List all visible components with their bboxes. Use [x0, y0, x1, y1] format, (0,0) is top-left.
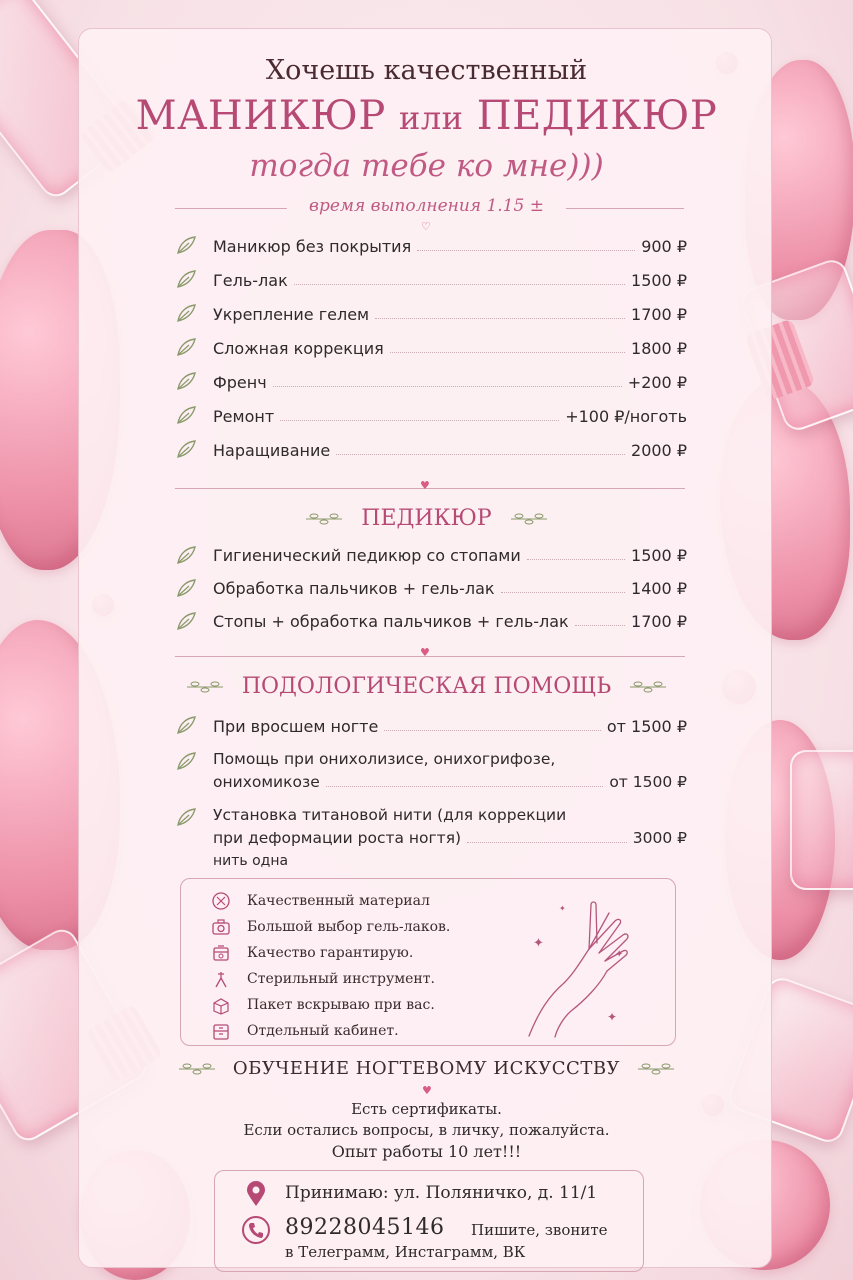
sprig-icon — [304, 512, 344, 526]
dot-leader — [273, 386, 622, 387]
benefit-text: Стерильный инструмент. — [247, 971, 435, 987]
price-row — [175, 748, 687, 794]
service-name: Френч — [213, 373, 267, 392]
learning-title: ОБУЧЕНИЕ НОГТЕВОМУ ИСКУССТВУ — [0, 1058, 853, 1079]
contact-box — [214, 1170, 644, 1272]
benefit-item — [211, 1021, 399, 1041]
benefits-box — [180, 878, 676, 1046]
service-price: 900 ₽ — [641, 237, 687, 256]
dot-leader — [280, 420, 559, 421]
learning-certificates: Есть сертификаты. — [351, 1100, 502, 1118]
leaf-icon — [175, 578, 197, 598]
leaf-icon — [175, 405, 197, 425]
benefit-text: Качественный материал — [247, 893, 430, 909]
service-price: 1800 ₽ — [631, 339, 687, 358]
dot-leader — [467, 842, 627, 843]
manicure-price-list — [175, 228, 687, 466]
price-row — [175, 538, 687, 571]
price-row — [175, 330, 687, 364]
price-row — [175, 262, 687, 296]
learning-questions: Если остались вопросы, в личку, пожалуйста. — [243, 1121, 610, 1139]
price-row — [175, 804, 687, 873]
price-row — [175, 364, 687, 398]
service-name: Ремонт — [213, 407, 275, 426]
heart-icon: ♥ — [420, 646, 430, 659]
dot-leader — [336, 454, 625, 455]
dot-leader — [384, 730, 601, 731]
leaf-icon — [175, 371, 197, 391]
benefit-text: Отдельный кабинет. — [247, 1023, 399, 1039]
headline-services: МАНИКЮР или ПЕДИКЮР — [135, 93, 718, 139]
sprig-icon — [185, 680, 225, 694]
package-icon — [211, 995, 231, 1015]
service-name: Помощь при онихолизисе, онихогрифозе, — [213, 750, 556, 768]
dot-leader — [501, 592, 625, 593]
sparkle-circle-icon — [211, 891, 231, 911]
podology-title: ПОДОЛОГИЧЕСКАЯ ПОМОЩЬ — [0, 674, 853, 699]
svg-text:✦: ✦ — [559, 904, 566, 913]
service-name: онихомикозе — [213, 773, 320, 791]
messenger-note: в Телеграмм, Инстаграмм, ВК — [285, 1243, 526, 1261]
leaf-icon — [175, 269, 197, 289]
benefit-text: Большой выбор гель-лаков. — [247, 919, 451, 935]
sprig-icon — [509, 512, 549, 526]
benefit-text: Качество гарантирую. — [247, 945, 414, 961]
leaf-icon — [175, 611, 197, 631]
svg-text:✦: ✦ — [607, 1010, 618, 1024]
headline-line1: Хочешь качественный — [265, 55, 588, 86]
hand-illustration-icon — [519, 891, 639, 1039]
location-pin-icon — [245, 1181, 267, 1207]
benefit-item — [211, 943, 413, 963]
benefit-item — [211, 891, 430, 911]
pedicure-price-list — [175, 538, 687, 637]
svg-text:✦: ✦ — [615, 949, 624, 960]
price-row — [175, 708, 687, 742]
price-row — [175, 604, 687, 637]
service-name: Сложная коррекция — [213, 339, 384, 358]
phone-icon — [241, 1215, 271, 1245]
contact-note: Пишите, звоните — [471, 1221, 608, 1239]
service-name: Обработка пальчиков + гель-лак — [213, 579, 495, 598]
duration-note: время выполнения 1.15 ± — [309, 196, 544, 216]
dot-leader — [326, 786, 604, 787]
headline-tagline: тогда тебе ко мне))) — [249, 148, 604, 184]
podology-price-list — [175, 708, 687, 873]
service-price: +100 ₽/ноготь — [565, 407, 687, 426]
benefit-item — [211, 969, 435, 989]
service-price: 2000 ₽ — [631, 441, 687, 460]
leaf-icon — [175, 235, 197, 255]
heart-icon: ♥ — [420, 479, 430, 492]
dot-leader — [375, 318, 625, 319]
benefit-item — [211, 995, 435, 1015]
svg-text:✦: ✦ — [533, 936, 544, 951]
service-name: Гигиенический педикюр со стопами — [213, 546, 521, 565]
divider — [175, 488, 685, 489]
service-price: 1500 ₽ — [631, 546, 687, 565]
benefit-text: Пакет вскрываю при вас. — [247, 997, 435, 1013]
divider — [175, 656, 685, 657]
service-name: при деформации роста ногтя) — [213, 829, 462, 847]
price-row — [175, 432, 687, 466]
pedicure-title: ПЕДИКЮР — [0, 506, 853, 531]
service-name: Гель-лак — [213, 271, 288, 290]
service-name: Маникюр без покрытия — [213, 237, 412, 256]
service-name: При вросшем ногте — [213, 717, 379, 736]
dot-leader — [294, 284, 625, 285]
divider — [566, 208, 684, 209]
sprig-icon — [636, 1062, 676, 1076]
service-name: Укрепление гелем — [213, 305, 370, 324]
dot-leader — [390, 352, 625, 353]
heart-icon: ♥ — [422, 1084, 432, 1097]
dot-leader — [417, 250, 635, 251]
learning-experience: Опыт работы 10 лет!!! — [331, 1142, 522, 1161]
service-name: Установка титановой нити (для коррекции — [213, 806, 567, 824]
price-row — [175, 398, 687, 432]
camera-icon — [211, 917, 231, 937]
dot-leader — [527, 559, 625, 560]
service-price: от 1500 ₽ — [609, 773, 687, 791]
leaf-icon — [175, 715, 197, 735]
price-row — [175, 296, 687, 330]
tools-icon — [211, 969, 231, 989]
sprig-icon — [628, 680, 668, 694]
box-icon — [211, 943, 231, 963]
service-price: 1400 ₽ — [631, 579, 687, 598]
cabinet-icon — [211, 1021, 231, 1041]
service-price: от 1500 ₽ — [606, 717, 687, 736]
leaf-icon — [175, 807, 197, 827]
price-row — [175, 571, 687, 604]
service-price: +200 ₽ — [627, 373, 687, 392]
service-name: Стопы + обработка пальчиков + гель-лак — [213, 612, 569, 631]
service-name: Наращивание — [213, 441, 331, 460]
leaf-icon — [175, 439, 197, 459]
leaf-icon — [175, 545, 197, 565]
dot-leader — [575, 625, 625, 626]
leaf-icon — [175, 751, 197, 771]
service-price: 1700 ₽ — [631, 612, 687, 631]
leaf-icon — [175, 303, 197, 323]
service-note: нить одна — [213, 853, 289, 869]
leaf-icon — [175, 337, 197, 357]
service-price: 3000 ₽ — [632, 829, 687, 847]
address-text: Принимаю: ул. Поляничко, д. 11/1 — [285, 1183, 598, 1203]
service-price: 1500 ₽ — [631, 271, 687, 290]
price-row — [175, 228, 687, 262]
heart-icon: ♡ — [421, 220, 431, 233]
sprig-icon — [177, 1062, 217, 1076]
benefit-item — [211, 917, 450, 937]
phone-number[interactable]: 89228045146 — [285, 1215, 445, 1240]
service-price: 1700 ₽ — [631, 305, 687, 324]
polish-bottle-right-mid — [790, 750, 853, 890]
